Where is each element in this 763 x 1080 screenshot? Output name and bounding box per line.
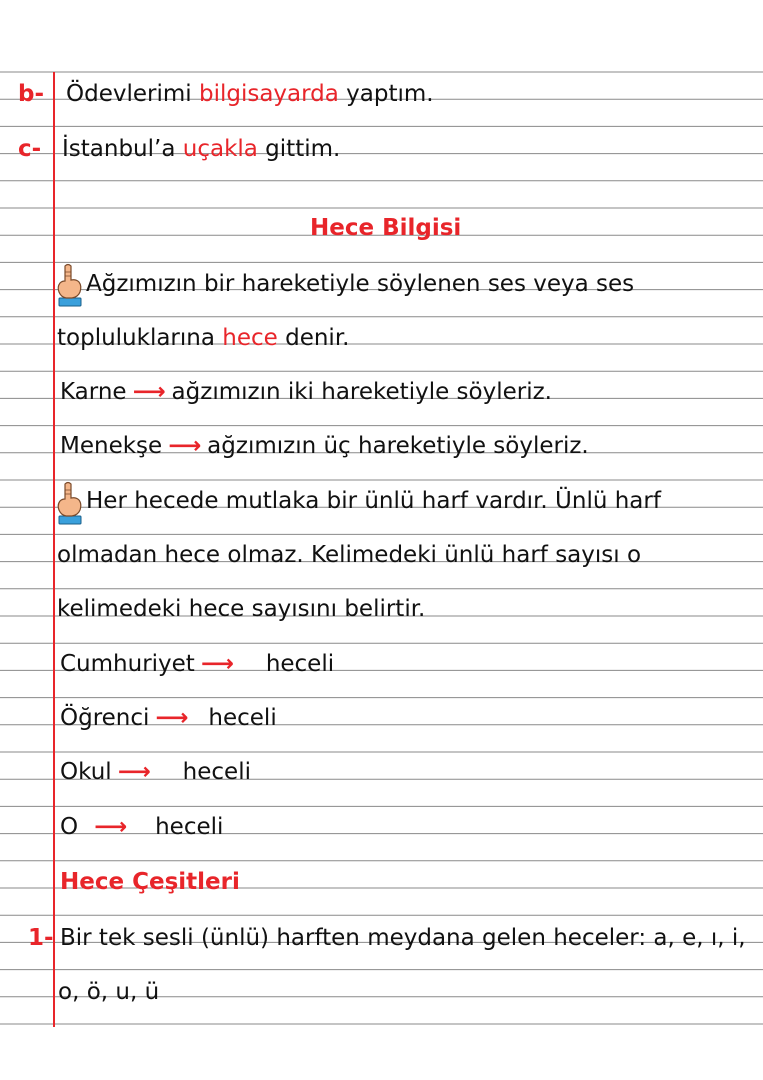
example-menekse: [60, 432, 589, 460]
definition-line-2: [57, 324, 349, 352]
margin-line: [53, 72, 55, 1027]
sentence-b-post: yaptım.: [338, 81, 434, 107]
hand-pointer-icon: [56, 480, 84, 526]
word-suffix: heceli: [208, 705, 277, 731]
word-example: [60, 650, 334, 678]
definition-highlight: hece: [222, 325, 278, 351]
rule-line-2: olmadan hece olmaz. Kelimedeki ünlü harf sayısı o: [57, 542, 642, 568]
word-example: [60, 758, 251, 786]
arrow-icon: ⟶: [200, 651, 234, 677]
rule-line-1: Her hecede mutlaka bir ünlü harf vardır. Ünlü harf: [86, 488, 661, 514]
arrow-icon: ⟶: [155, 705, 189, 731]
sentence-b-highlight: bilgisayarda: [198, 81, 339, 107]
arrow-icon: ⟶: [117, 759, 151, 785]
hand-pointer-icon: [56, 262, 84, 308]
word: O: [60, 814, 79, 840]
list-item-1-text: Bir tek sesli (ünlü) harften meydana gelen heceler: a, e, ı, i,: [60, 925, 746, 951]
sentence-b-text: [66, 80, 434, 108]
definition-line-1: Ağzımızın bir hareketiyle söylenen ses veya ses: [86, 271, 635, 297]
item-label-1: 1-: [28, 925, 54, 951]
example-text: ağzımızın üç hareketiyle söyleriz.: [207, 433, 589, 459]
arrow-icon: ⟶: [94, 814, 128, 840]
sentence-c-highlight: uçakla: [182, 136, 258, 162]
word-suffix: heceli: [182, 759, 251, 785]
sentence-b-pre: Ödevlerimi: [66, 81, 199, 107]
item-label-b: b-: [18, 81, 45, 107]
list-item-1-continuation: o, ö, u, ü: [58, 979, 160, 1005]
example-word: Menekşe: [60, 433, 163, 459]
word-suffix: heceli: [265, 651, 335, 677]
word-suffix: heceli: [155, 814, 224, 840]
section-title-hece-bilgisi: Hece Bilgisi: [310, 215, 462, 241]
item-label-c: c-: [18, 136, 42, 162]
sentence-c-post: gittim.: [257, 136, 341, 162]
example-word: Karne: [60, 379, 127, 405]
word-example: [60, 704, 277, 732]
sentence-c-text: [62, 135, 340, 163]
arrow-icon: ⟶: [168, 433, 202, 459]
word: Öğrenci: [60, 705, 150, 731]
arrow-icon: ⟶: [132, 379, 166, 405]
rule-line-3: kelimedeki hece sayısını belirtir.: [57, 596, 426, 622]
definition-pre: topluluklarına: [57, 325, 223, 351]
word: Cumhuriyet: [60, 651, 195, 677]
example-karne: [60, 378, 552, 406]
word: Okul: [60, 759, 112, 785]
word-example: [60, 813, 223, 841]
definition-post: denir.: [277, 325, 350, 351]
sentence-c-pre: İstanbul’a: [62, 136, 183, 162]
section-title-hece-cesitleri: Hece Çeşitleri: [60, 869, 240, 895]
example-text: ağzımızın iki hareketiyle söyleriz.: [171, 379, 552, 405]
